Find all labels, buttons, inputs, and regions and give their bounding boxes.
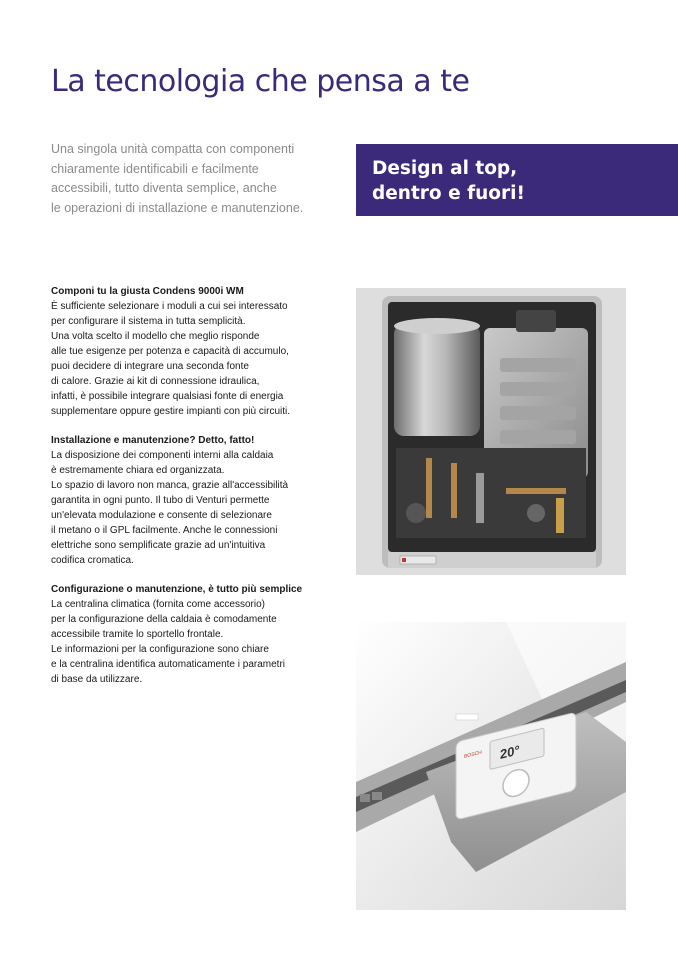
body-line: supplementare oppure gestire impianti con più circuiti. [51,406,291,417]
body-line: Lo spazio di lavoro non manca, grazie all'accessibilità [51,480,289,491]
boiler-interior-image [356,288,626,575]
body-line: alle tue esigenze per potenza e capacità di accumulo, [51,346,289,357]
section-condens-9000i [51,284,341,419]
section-heading: Configurazione o manutenzione, è tutto più semplice [51,584,303,595]
body-line: è estremamente chiara ed organizzata. [51,465,225,476]
body-line: di calore. Grazie ai kit di connessione idraulica, [51,376,260,387]
section-body [51,597,341,687]
climate-controller-image [356,622,626,910]
body-line: Le informazioni per la configurazione sono chiare [51,644,269,655]
controller-brand: BOSCH [464,749,482,760]
body-line: il metano o il GPL facilmente. Anche le connessioni [51,525,278,536]
body-line: infatti, è possibile integrare qualsiasi fonte di energia [51,391,284,402]
intro-paragraph [51,140,341,218]
body-line: accessibile tramite lo sportello frontale. [51,629,224,640]
banner-line: Design al top, [372,158,518,179]
body-line: codifica cromatica. [51,555,134,566]
body-line: puoi decidere di integrare una seconda fonte [51,361,249,372]
body-line: Una volta scelto il modello che meglio risponde [51,331,260,342]
body-line: e la centralina identifica automaticamente i parametri [51,659,286,670]
intro-line: le operazioni di installazione e manutenzione. [51,200,304,215]
body-line: La disposizione dei componenti interni alla caldaia [51,450,274,461]
body-line: La centralina climatica (fornita come accessorio) [51,599,265,610]
intro-line: chiaramente identificabili e facilmente [51,161,259,176]
body-line: per configurare il sistema in tutta semplicità. [51,316,246,327]
body-line: È sufficiente selezionare i moduli a cui sei interessato [51,301,288,312]
body-line: elettriche sono semplificate grazie ad un'intuitiva [51,540,266,551]
page-title: La tecnologia che pensa a te [51,64,470,99]
controller-display: 20° [500,742,520,762]
body-line: garantita in ogni punto. Il tubo di Venturi permette [51,495,270,506]
banner-line: dentro e fuori! [372,183,525,204]
section-body [51,299,341,419]
body-line: un'elevata modulazione e consente di selezionare [51,510,272,521]
design-banner [356,144,678,216]
section-configurazione [51,582,341,687]
intro-line: accessibili, tutto diventa semplice, anche [51,181,277,195]
section-body [51,448,341,568]
body-line: di base da utilizzare. [51,674,143,685]
section-installazione [51,433,341,568]
body-text-column [51,284,341,701]
section-heading: Installazione e manutenzione? Detto, fatto! [51,435,255,446]
section-heading: Componi tu la giusta Condens 9000i WM [51,286,244,297]
body-line: per la configurazione della caldaia è comodamente [51,614,277,625]
intro-line: Una singola unità compatta con componenti [51,142,295,156]
